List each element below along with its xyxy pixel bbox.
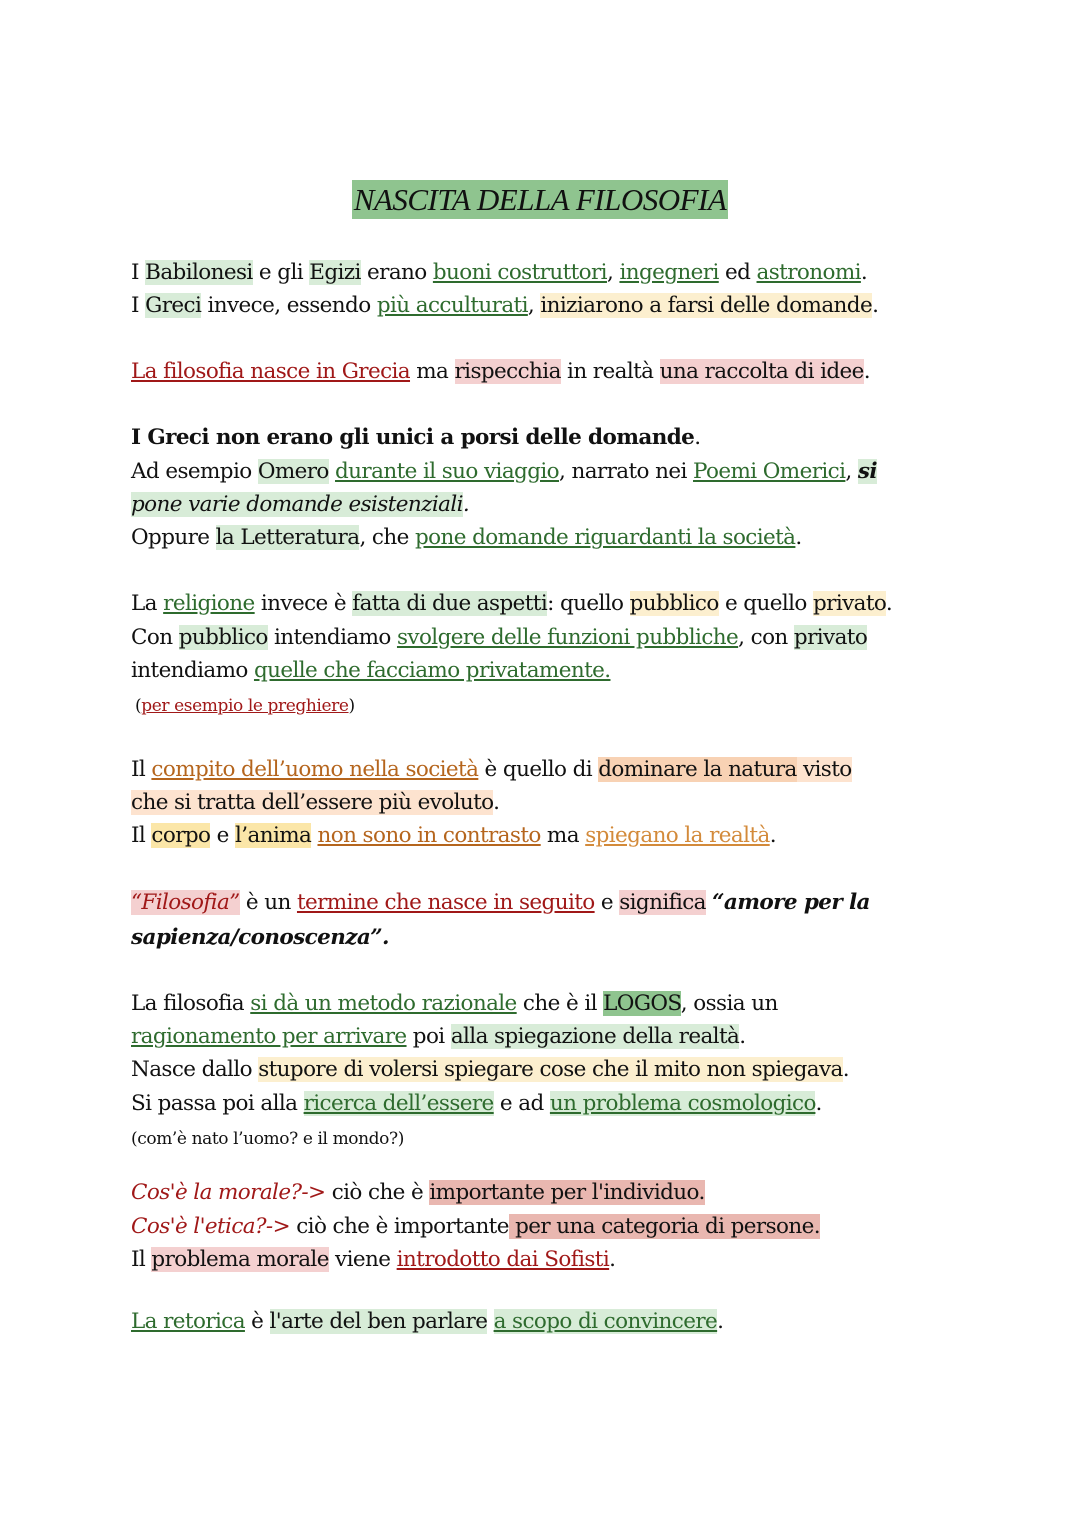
underline: La retorica xyxy=(131,1309,245,1334)
text-span: e ad xyxy=(493,1091,550,1116)
paragraph-line xyxy=(131,1212,820,1242)
text-span: . xyxy=(694,425,701,450)
text-span: , xyxy=(845,459,858,484)
text-span: : quello xyxy=(547,591,630,616)
underline: religione xyxy=(163,591,255,616)
paragraph-line xyxy=(131,788,499,818)
text-span: viene xyxy=(328,1247,397,1272)
highlight: rispecchia xyxy=(454,359,561,384)
text-span: , narrato nei xyxy=(559,459,694,484)
text-span: ma xyxy=(410,359,455,384)
underline: non sono in contrasto xyxy=(317,823,541,848)
highlight: la Letteratura xyxy=(215,525,360,550)
highlight: LOGOS xyxy=(603,991,681,1016)
text-span: Il xyxy=(131,757,152,782)
text-span: . xyxy=(717,1309,724,1334)
text-span: Cos'è l'etica?-> xyxy=(131,1214,290,1239)
paragraph-line xyxy=(131,888,870,918)
highlight: importante per l'individuo. xyxy=(429,1180,705,1205)
highlight: si xyxy=(857,459,877,484)
text-span: è un xyxy=(239,890,297,915)
paragraph-line xyxy=(131,623,867,653)
text-span: “amore per la xyxy=(712,890,870,915)
text-span: intendiamo xyxy=(267,625,397,650)
highlight: pubblico xyxy=(629,591,719,616)
text-span: è xyxy=(244,1309,270,1334)
text-span: è quello di xyxy=(478,757,599,782)
paragraph-line xyxy=(131,423,700,453)
text-span: . xyxy=(739,1024,746,1049)
highlight: iniziarono a farsi delle domande xyxy=(540,293,873,318)
underline: La filosofia nasce in Grecia xyxy=(131,359,411,384)
text-span: , con xyxy=(738,625,794,650)
highlight: problema morale xyxy=(151,1247,329,1272)
text-span: invece è xyxy=(254,591,353,616)
text-span: ciò che è xyxy=(325,1180,430,1205)
paragraph-line xyxy=(131,1022,745,1052)
underline: buoni costruttori xyxy=(432,260,607,285)
underline: più acculturati xyxy=(376,293,528,318)
text-span: ) xyxy=(348,696,355,716)
highlight: “Filosofia” xyxy=(131,890,240,915)
text-span: intendiamo xyxy=(131,658,254,683)
underline: un problema cosmologico xyxy=(549,1091,816,1116)
text-span: Oppure xyxy=(131,525,216,550)
highlight: significa xyxy=(619,890,706,915)
text-span: Con xyxy=(131,625,179,650)
text-span: I Greci non erano gli unici a porsi delle domande xyxy=(131,425,695,450)
paragraph-line xyxy=(131,357,870,387)
text-span: e xyxy=(594,890,620,915)
highlight: stupore di volersi spiegare cose che il mito non spiegava xyxy=(258,1057,843,1082)
text-span: invece, essendo xyxy=(201,293,377,318)
highlight: visto xyxy=(796,757,852,782)
underline: quelle che facciamo privatamente. xyxy=(253,658,611,683)
text-span: . xyxy=(860,260,868,285)
text-span: , che xyxy=(359,525,415,550)
paragraph-line xyxy=(131,923,389,953)
text-span: I xyxy=(131,293,146,318)
text-span: Nasce dallo xyxy=(131,1057,259,1082)
highlight: Greci xyxy=(145,293,202,318)
text-span: e quello xyxy=(718,591,813,616)
text-span: . xyxy=(863,359,871,384)
underline: a scopo di convincere xyxy=(493,1309,718,1334)
highlight: fatta di due aspetti xyxy=(352,591,548,616)
paragraph-line xyxy=(131,989,778,1019)
paragraph-line xyxy=(131,755,852,785)
paragraph-line xyxy=(131,1307,723,1337)
text-span: , ossia un xyxy=(680,991,778,1016)
text-span: . xyxy=(815,1091,822,1116)
text-span: che è il xyxy=(516,991,604,1016)
underline: svolgere delle funzioni pubbliche xyxy=(396,625,739,650)
underline: ingegneri xyxy=(619,260,719,285)
paragraph-line xyxy=(131,490,469,520)
text-span: Ad esempio xyxy=(131,459,258,484)
underline: pone domande riguardanti la società xyxy=(414,525,796,550)
underline: termine che nasce in seguito xyxy=(296,890,595,915)
text-span: in realtà xyxy=(560,359,660,384)
underline: per esempio le preghiere xyxy=(141,696,349,716)
text-span: e xyxy=(210,823,235,848)
highlight: Omero xyxy=(257,459,329,484)
highlight: pone varie domande esistenziali xyxy=(131,492,463,517)
text-span: . xyxy=(795,525,802,550)
highlight: pubblico xyxy=(178,625,268,650)
paragraph-line xyxy=(131,1245,615,1275)
highlight: Babilonesi xyxy=(145,260,253,285)
text-span: . xyxy=(462,492,470,517)
text-span: ( xyxy=(135,696,142,716)
text-span: Il xyxy=(131,823,152,848)
underline: si dà un metodo razionale xyxy=(250,991,517,1016)
highlight: alla spiegazione della realtà xyxy=(450,1024,740,1049)
paragraph-line xyxy=(131,821,776,851)
text-span: . xyxy=(872,293,879,318)
text-span: ciò che è importante xyxy=(290,1214,509,1239)
underline: Poemi Omerici xyxy=(693,459,846,484)
text-span: I xyxy=(131,260,146,285)
text-span: . xyxy=(609,1247,616,1272)
text-span: sapienza/conoscenza”. xyxy=(131,925,389,950)
paragraph-line xyxy=(131,1089,822,1119)
text-span: erano xyxy=(360,260,433,285)
highlight: l’anima xyxy=(234,823,312,848)
text-span: Il xyxy=(131,1247,152,1272)
underline: ragionamento per arrivare xyxy=(131,1024,407,1049)
text-span: Si passa poi alla xyxy=(131,1091,304,1116)
text-span: ed xyxy=(718,260,757,285)
text-span: La xyxy=(131,591,164,616)
highlight: privato xyxy=(812,591,886,616)
paragraph-line xyxy=(131,523,802,553)
highlight: corpo xyxy=(151,823,211,848)
underline: ricerca dell’essere xyxy=(303,1091,494,1116)
text-span: Cos'è la morale?-> xyxy=(131,1180,326,1205)
underline: spiegano la realtà xyxy=(585,823,770,848)
text-span: (com’è nato l’uomo? e il mondo?) xyxy=(131,1129,404,1149)
paragraph-line xyxy=(131,656,610,686)
paragraph-line xyxy=(135,691,355,721)
text-span: . xyxy=(769,823,776,848)
highlight: privato xyxy=(793,625,868,650)
paragraph-line xyxy=(131,1055,849,1085)
underline: durante il suo viaggio xyxy=(335,459,559,484)
highlight: dominare la natura xyxy=(598,757,797,782)
paragraph-line xyxy=(131,1124,404,1154)
underline: astronomi xyxy=(756,260,861,285)
highlight: Egizi xyxy=(309,260,361,285)
paragraph-line xyxy=(131,457,877,487)
paragraph-line xyxy=(131,291,878,321)
highlight: che si tratta dell’essere più evoluto xyxy=(131,790,494,815)
text-span: e gli xyxy=(252,260,310,285)
text-span: NASCITA DELLA FILOSOFIA xyxy=(353,182,727,217)
underline: compito dell’uomo nella società xyxy=(151,757,479,782)
text-span: . xyxy=(842,1057,849,1082)
text-span: . xyxy=(493,790,500,815)
text-span: , xyxy=(527,293,541,318)
paragraph-line xyxy=(131,589,892,619)
text-span: ma xyxy=(540,823,586,848)
text-span xyxy=(487,1309,493,1334)
highlight: per una categoria di persone. xyxy=(508,1214,820,1239)
text-span: . xyxy=(885,591,893,616)
underline: introdotto dai Sofisti xyxy=(396,1247,610,1272)
highlight: una raccolta di idee xyxy=(659,359,864,384)
paragraph-line xyxy=(131,258,867,288)
highlight: l'arte del ben parlare xyxy=(269,1309,488,1334)
page-title xyxy=(0,182,1080,218)
text-span: poi xyxy=(406,1024,451,1049)
text-span: La filosofia xyxy=(131,991,251,1016)
text-span: , xyxy=(606,260,620,285)
paragraph-line xyxy=(131,1178,705,1208)
